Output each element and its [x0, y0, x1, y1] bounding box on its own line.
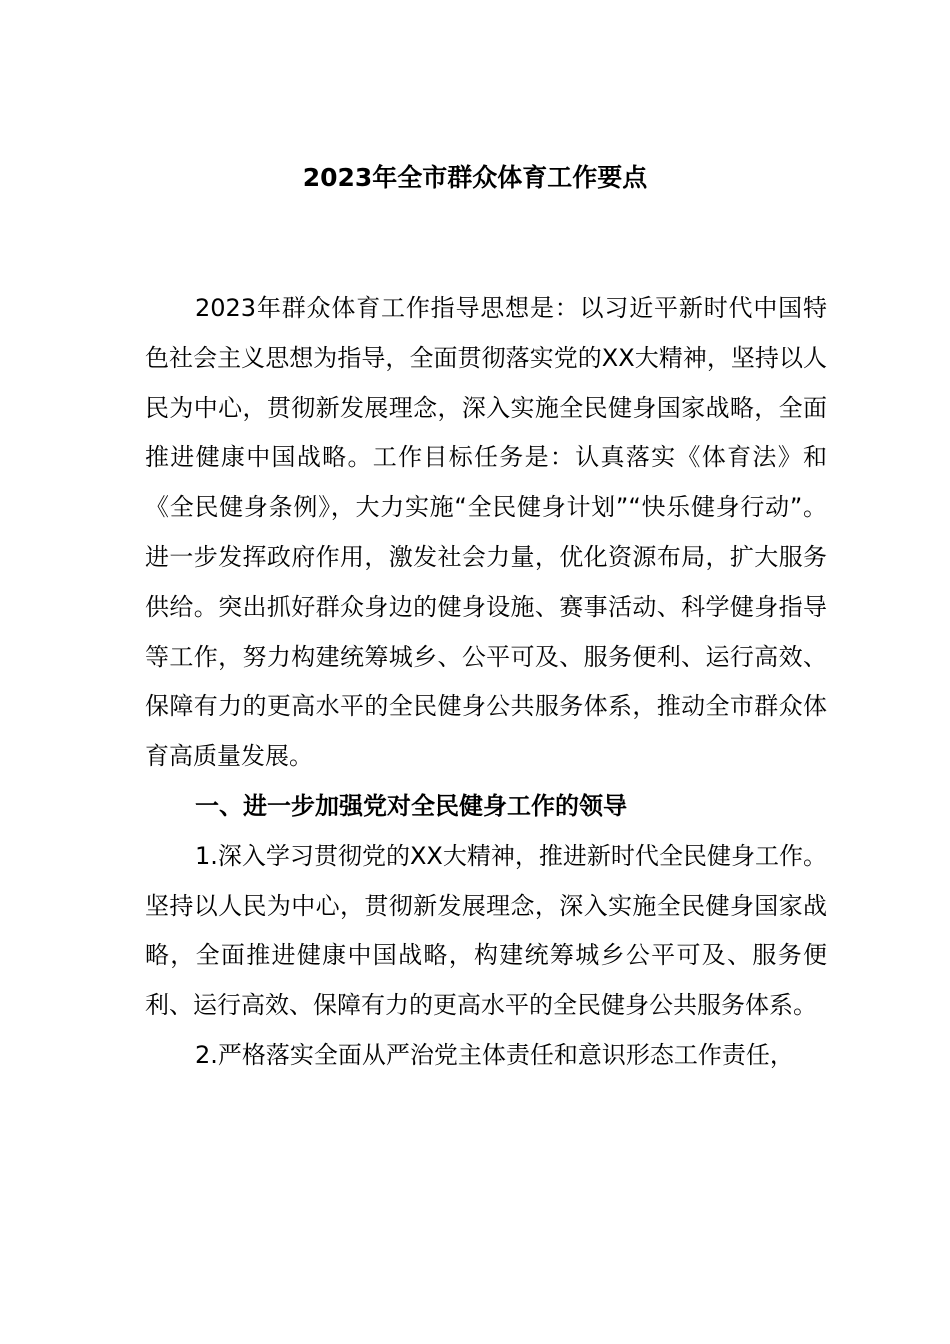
- document-body: [145, 284, 827, 1081]
- section-heading-1: 一、进一步加强党对全民健身工作的领导: [195, 791, 627, 820]
- document-title: 2023年全市群众体育工作要点: [302, 163, 648, 192]
- item-paragraph-2: 2.严格落实全面从严治党主体责任和意识形态工作责任，: [195, 1040, 794, 1069]
- intro-paragraph: 2023年群众体育工作指导思想是：以习近平新时代中国特色社会主义思想为指导，全面贯彻落实党的XX大精神，坚持以人民为中心，贯彻新发展理念，深入实施全民健身国家战略，全面推进健康中国战略。工作目标任务是：认真落实《体育法》和《全民健身条例》，大力实施“全民健身计划”“快乐健身行动”。进一步发挥政府作用，激发社会力量，优化资源布局，扩大服务供给。突出抓好群众身边的健身设施、赛事活动、科学健身指导等工作，努力构建统筹城乡、公平可及、服务便利、运行高效、保障有力的更高水平的全民健身公共服务体系，推动全市群众体育高质量发展。: [145, 294, 827, 771]
- item-paragraph-1: 1.深入学习贯彻党的XX大精神，推进新时代全民健身工作。坚持以人民为中心，贯彻新发展理念，深入实施全民健身国家战略，全面推进健康中国战略，构建统筹城乡公平可及、服务便利、运行高效、保障有力的更高水平的全民健身公共服务体系。: [145, 841, 827, 1020]
